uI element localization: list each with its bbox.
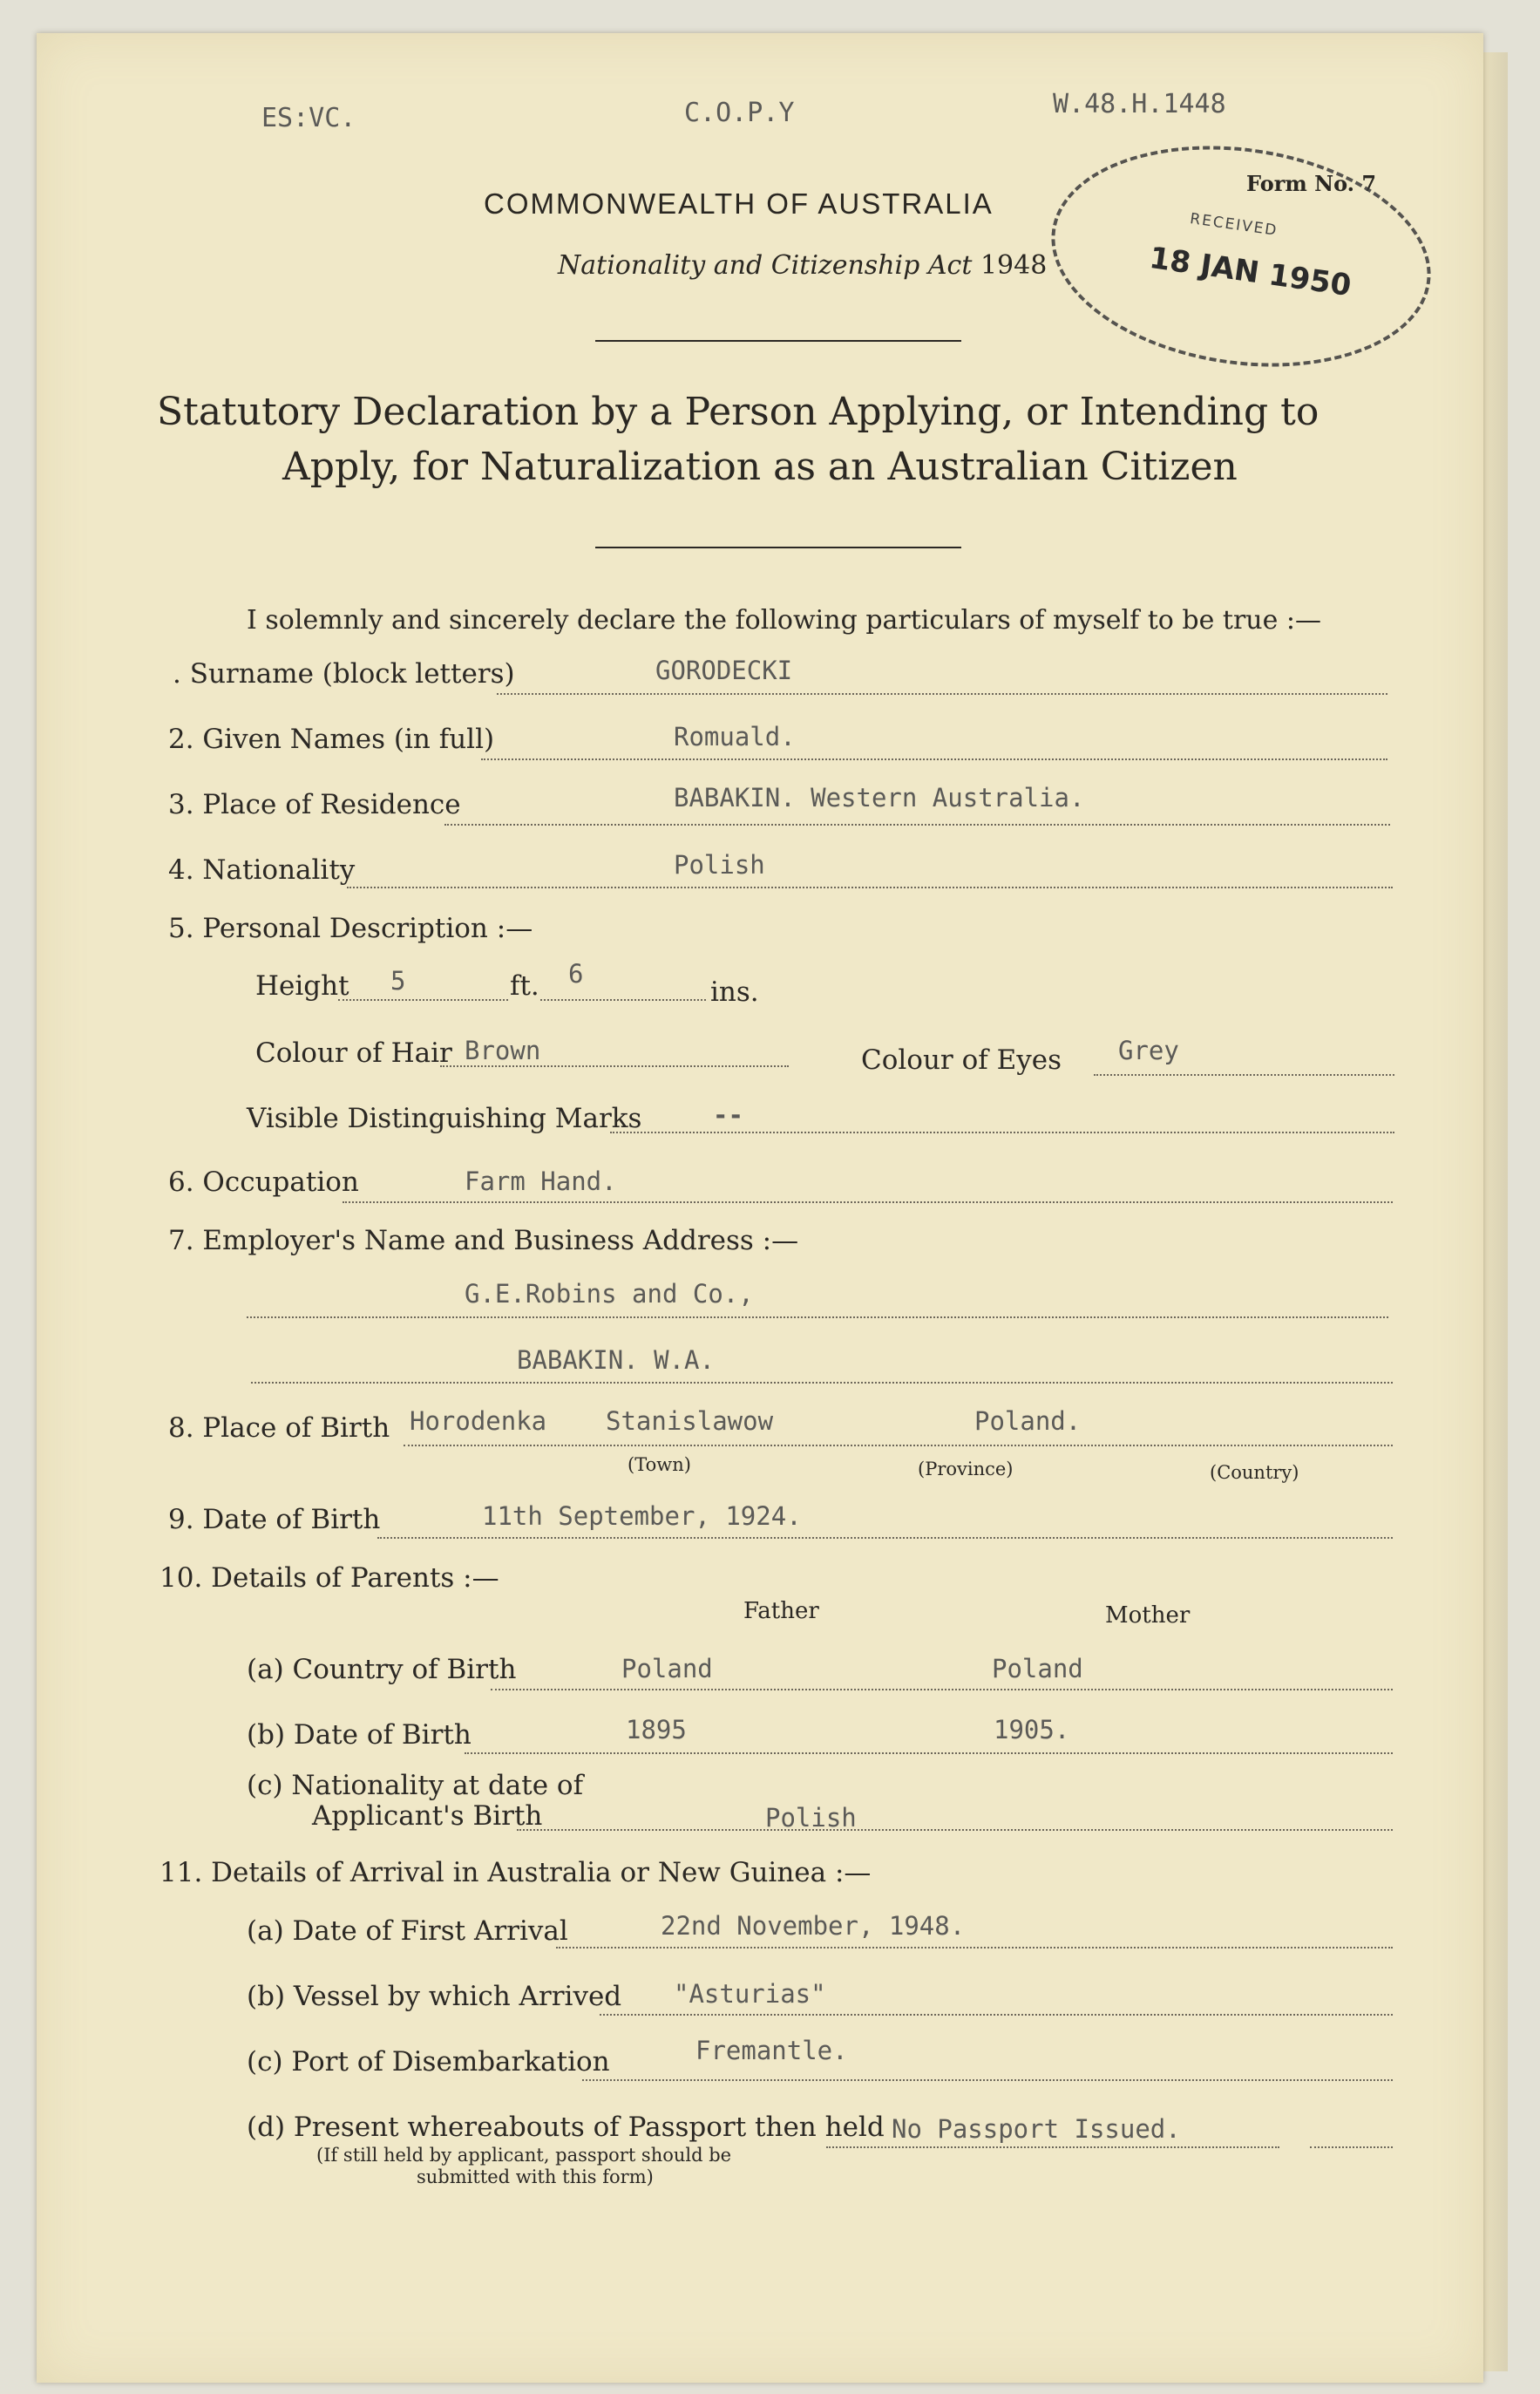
title-line-1: Statutory Declaration by a Person Applying, or Intending to [157, 390, 1320, 434]
eyes-value: Grey [1118, 1036, 1179, 1065]
surname-value: GORODECKI [655, 656, 793, 685]
height-in-value: 6 [568, 959, 584, 989]
parents-dob-line [465, 1752, 1393, 1754]
act-year: 1948 [980, 250, 1048, 281]
employer-line-2 [251, 1382, 1393, 1384]
father-dob-value: 1895 [626, 1715, 687, 1744]
occupation-value: Farm Hand. [465, 1166, 617, 1196]
height-label: Height [255, 970, 349, 1002]
ref-right: W.48.H.1448 [1053, 89, 1226, 119]
surname-line [497, 693, 1387, 695]
residence-line [444, 824, 1390, 826]
height-ft-value: 5 [390, 966, 406, 996]
birth-town-value: Horodenka [410, 1406, 547, 1436]
passport-line [826, 2146, 1279, 2148]
stamp-date: 18 JAN 1950 [1147, 240, 1353, 304]
birth-country-value: Poland. [974, 1406, 1082, 1436]
passport-line-end [1310, 2146, 1393, 2148]
vessel-label: (b) Vessel by which Arrived [247, 1981, 622, 2012]
dob-line [377, 1537, 1393, 1539]
parents-country-line [491, 1689, 1393, 1690]
town-caption: (Town) [628, 1454, 691, 1475]
province-caption: (Province) [918, 1459, 1014, 1479]
stamp-word: RECEIVED [1189, 210, 1279, 240]
personal-description-label: 5. Personal Description :— [168, 913, 533, 944]
port-label: (c) Port of Disembarkation [247, 2046, 610, 2078]
ref-left: ES:VC. [261, 103, 356, 133]
ins-label: ins. [710, 976, 759, 1008]
dob-label: 9. Date of Birth [168, 1504, 381, 1535]
arrival-label: 11. Details of Arrival in Australia or New Guinea :— [159, 1857, 872, 1888]
parents-nationality-value: Polish [765, 1803, 857, 1833]
divider-top [595, 340, 961, 342]
parents-label: 10. Details of Parents :— [159, 1562, 499, 1594]
port-value: Fremantle. [695, 2036, 848, 2065]
passport-label: (d) Present whereabouts of Passport then held [247, 2112, 885, 2143]
copy-mark: C.O.P.Y [684, 98, 795, 128]
marks-value: -- [713, 1100, 743, 1130]
employer-label: 7. Employer's Name and Business Address :— [168, 1225, 799, 1256]
parents-country-label: (a) Country of Birth [247, 1654, 517, 1685]
vessel-value: "Asturias" [674, 1979, 826, 2009]
port-line [582, 2079, 1393, 2081]
given-names-line [481, 758, 1387, 760]
father-country-value: Poland [621, 1654, 713, 1683]
mother-dob-value: 1905. [994, 1715, 1070, 1744]
birthplace-line [404, 1445, 1393, 1446]
residence-value: BABAKIN. Western Australia. [674, 783, 1085, 813]
height-ft-line [338, 999, 508, 1001]
nationality-line [347, 887, 1393, 888]
intro-text: I solemnly and sincerely declare the following particulars of myself to be true :— [247, 605, 1322, 636]
mother-header: Mother [1105, 1602, 1191, 1629]
birth-province-value: Stanislawow [606, 1406, 774, 1436]
passport-note-1: (If still held by applicant, passport should be [316, 2145, 732, 2166]
birthplace-label: 8. Place of Birth [168, 1412, 390, 1444]
org-title: COMMONWEALTH OF AUSTRALIA [484, 187, 994, 220]
marks-line [610, 1132, 1394, 1133]
divider-bottom [595, 547, 961, 548]
vessel-line [600, 2014, 1393, 2016]
title-line-2: Apply, for Naturalization as an Australian Citizen [282, 445, 1238, 489]
hair-value: Brown [465, 1036, 541, 1065]
employer-line-1 [247, 1316, 1388, 1318]
given-names-value: Romuald. [674, 722, 796, 752]
form-sheet [37, 33, 1483, 2383]
given-names-label: 2. Given Names (in full) [168, 724, 495, 755]
hair-line [440, 1065, 789, 1067]
employer-value-1: G.E.Robins and Co., [465, 1279, 754, 1309]
form-number: Form No. 7 [1246, 171, 1377, 196]
first-arrival-value: 22nd November, 1948. [661, 1911, 966, 1941]
employer-value-2: BABAKIN. W.A. [517, 1345, 715, 1375]
parents-nationality-label-1: (c) Nationality at date of [247, 1770, 584, 1801]
marks-label: Visible Distinguishing Marks [247, 1103, 642, 1134]
parents-dob-label: (b) Date of Birth [247, 1719, 471, 1751]
dob-value: 11th September, 1924. [482, 1501, 802, 1531]
height-in-line [540, 999, 706, 1001]
eyes-label: Colour of Eyes [861, 1044, 1062, 1076]
eyes-line [1094, 1074, 1394, 1076]
page-edge [1482, 52, 1508, 2371]
occupation-label: 6. Occupation [168, 1166, 359, 1198]
country-caption: (Country) [1210, 1462, 1299, 1483]
first-arrival-label: (a) Date of First Arrival [247, 1915, 568, 1947]
occupation-line [343, 1201, 1393, 1203]
hair-label: Colour of Hair [255, 1037, 452, 1069]
nationality-value: Polish [674, 850, 765, 880]
nationality-label: 4. Nationality [168, 854, 356, 886]
passport-note-2: submitted with this form) [417, 2166, 654, 2187]
residence-label: 3. Place of Residence [168, 789, 461, 820]
surname-label: . Surname (block letters) [173, 658, 515, 690]
parents-nationality-label-2: Applicant's Birth [312, 1800, 543, 1832]
act-name: Nationality and Citizenship Act [558, 250, 973, 281]
passport-value: No Passport Issued. [892, 2114, 1181, 2144]
ft-label: ft. [510, 970, 539, 1002]
mother-country-value: Poland [992, 1654, 1083, 1683]
parents-nationality-line [517, 1829, 1393, 1831]
father-header: Father [743, 1598, 819, 1624]
act-line [558, 250, 1047, 281]
first-arrival-line [556, 1947, 1393, 1949]
